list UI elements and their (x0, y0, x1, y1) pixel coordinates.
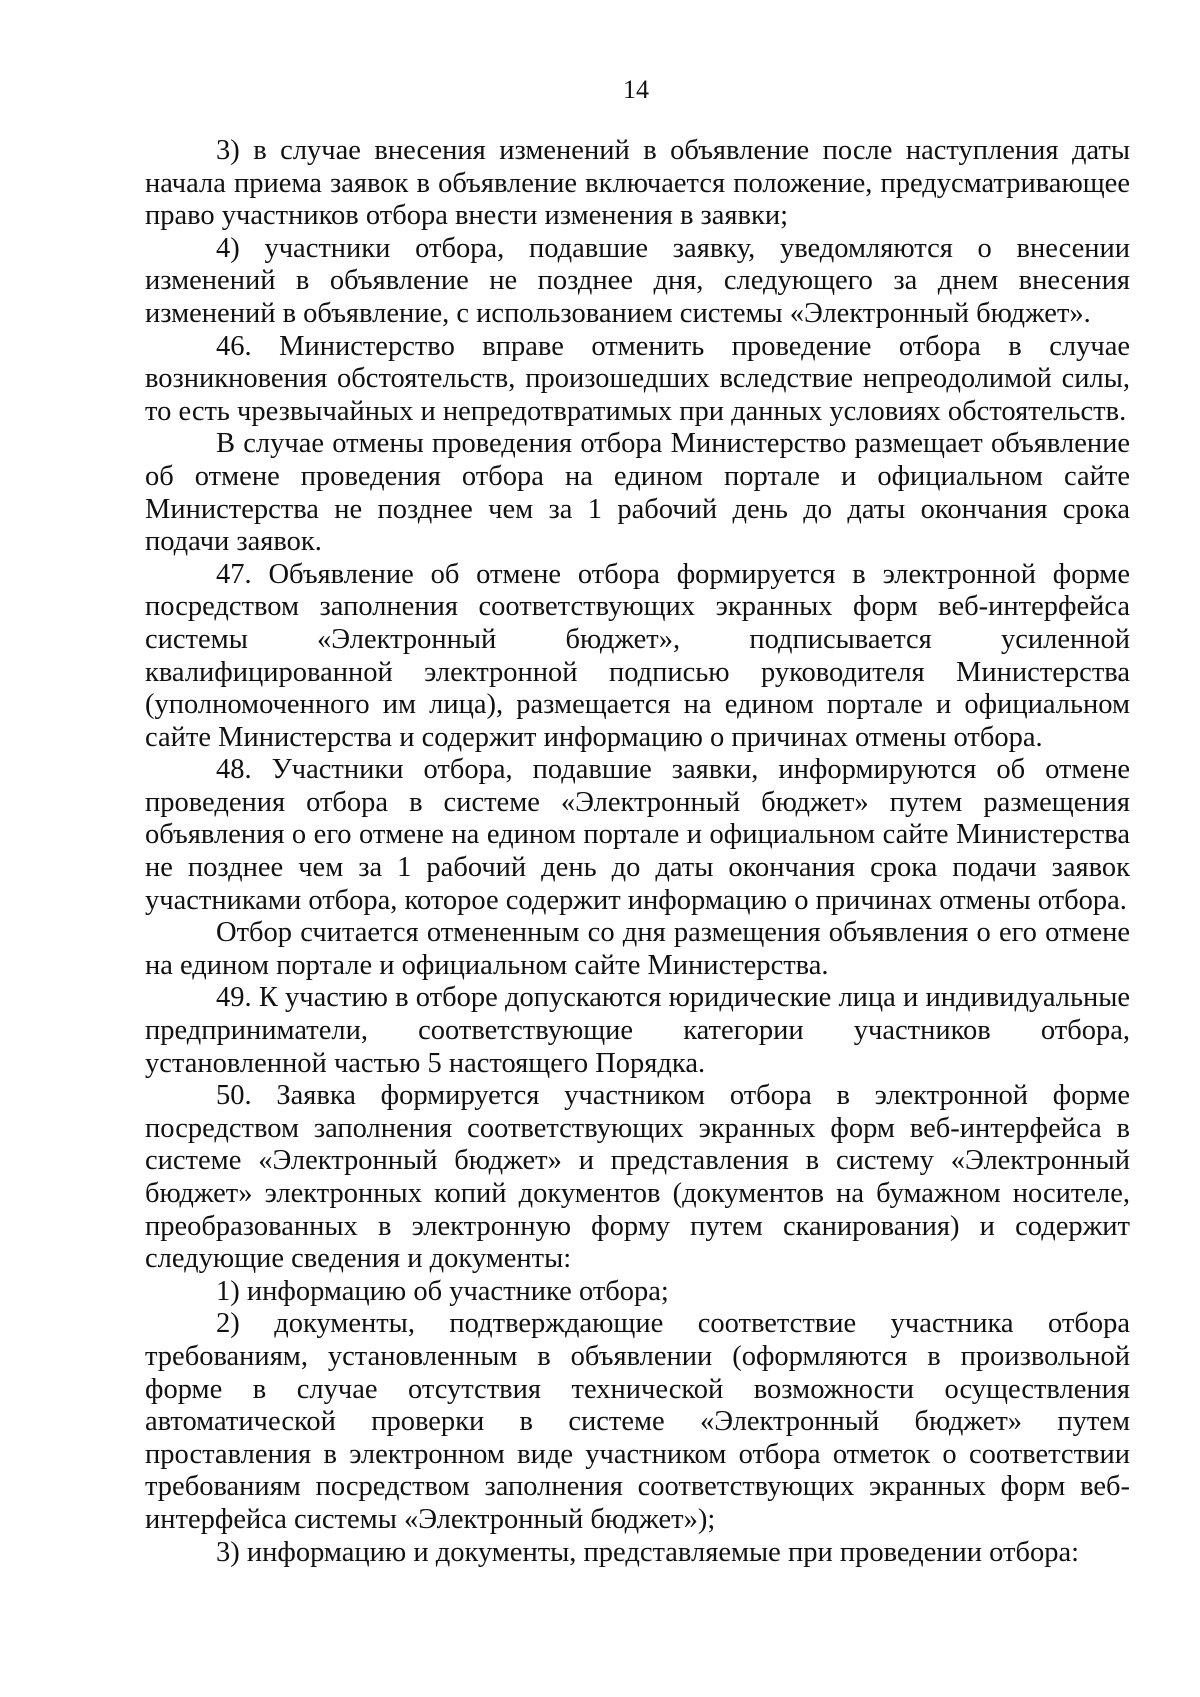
paragraph-item-3-change-rules: 3) в случае внесения изменений в объявление после наступления даты начала приема заявок в объявление включается положение, предусматривающее право участников отбора внести изменения в заявки; (145, 135, 1130, 232)
paragraph-47-cancellation-form: 47. Объявление об отмене отбора формируется в электронной форме посредством заполнения соответствующих экранных форм веб-интерфейса системы «Электронный бюджет», подписывается усиленной квалифицированной электронной подписью руководителя Министерства (уполномоченного им лица), размещается на едином портале и официальном сайте Министерства и содержит информацию о причинах отмены отбора. (145, 558, 1130, 753)
paragraph-item-2-compliance-docs: 2) документы, подтверждающие соответствие участника отбора требованиям, установленным в объявлении (оформляются в произвольной форме в случае отсутствия технической возможности осуществления автоматической проверки в системе «Электронный бюджет» путем проставления в электронном виде участником отбора отметок о соответствии требованиям посредством заполнения соответствующих экранных форм веб-интерфейса системы «Электронный бюджет»); (145, 1308, 1130, 1535)
paragraph-50-application: 50. Заявка формируется участником отбора в электронной форме посредством заполнения соответствующих экранных форм веб-интерфейса в системе «Электронный бюджет» и представления в систему «Электронный бюджет» электронных копий документов (документов на бумажном носителе, преобразованных в электронную форму путем сканирования) и содержит следующие сведения и документы: (145, 1080, 1130, 1275)
paragraph-49-admission: 49. К участию в отборе допускаются юридические лица и индивидуальные предприниматели, соответствующие категории участников отбора, установленной частью 5 настоящего Порядка. (145, 982, 1130, 1079)
paragraph-cancellation-announcement: В случае отмены проведения отбора Министерство размещает объявление об отмене проведения отбора на едином портале и официальном сайте Министерства не позднее чем за 1 рабочий день до даты окончания срока подачи заявок. (145, 428, 1130, 558)
document-body (145, 135, 1130, 1569)
paragraph-48-participant-notice: 48. Участники отбора, подавшие заявки, информируются об отмене проведения отбора в системе «Электронный бюджет» путем размещения объявления о его отмене на едином портале и официальном сайте Министерства не позднее чем за 1 рабочий день до даты окончания срока подачи заявок участниками отбора, которое содержит информацию о причинах отмены отбора. (145, 754, 1130, 916)
paragraph-item-4-notification: 4) участники отбора, подавшие заявку, уведомляются о внесении изменений в объявление не позднее дня, следующего за днем внесения изменений в объявление, с использованием системы «Электронный бюджет». (145, 232, 1130, 329)
paragraph-item-1-participant-info: 1) информацию об участнике отбора; (216, 1275, 669, 1307)
paragraph-46-cancellation-right: 46. Министерство вправе отменить проведение отбора в случае возникновения обстоятельств, произошедших вследствие непреодолимой силы, то есть чрезвычайных и непредотвратимых при данных условиях обстоятельств. (145, 330, 1130, 427)
paragraph-item-3-info-docs: 3) информацию и документы, представляемые при проведении отбора: (216, 1536, 1080, 1568)
page-number: 14 (623, 75, 649, 104)
paragraph-cancellation-date: Отбор считается отмененным со дня размещения объявления о его отмене на едином портале и официальном сайте Министерства. (145, 917, 1130, 981)
